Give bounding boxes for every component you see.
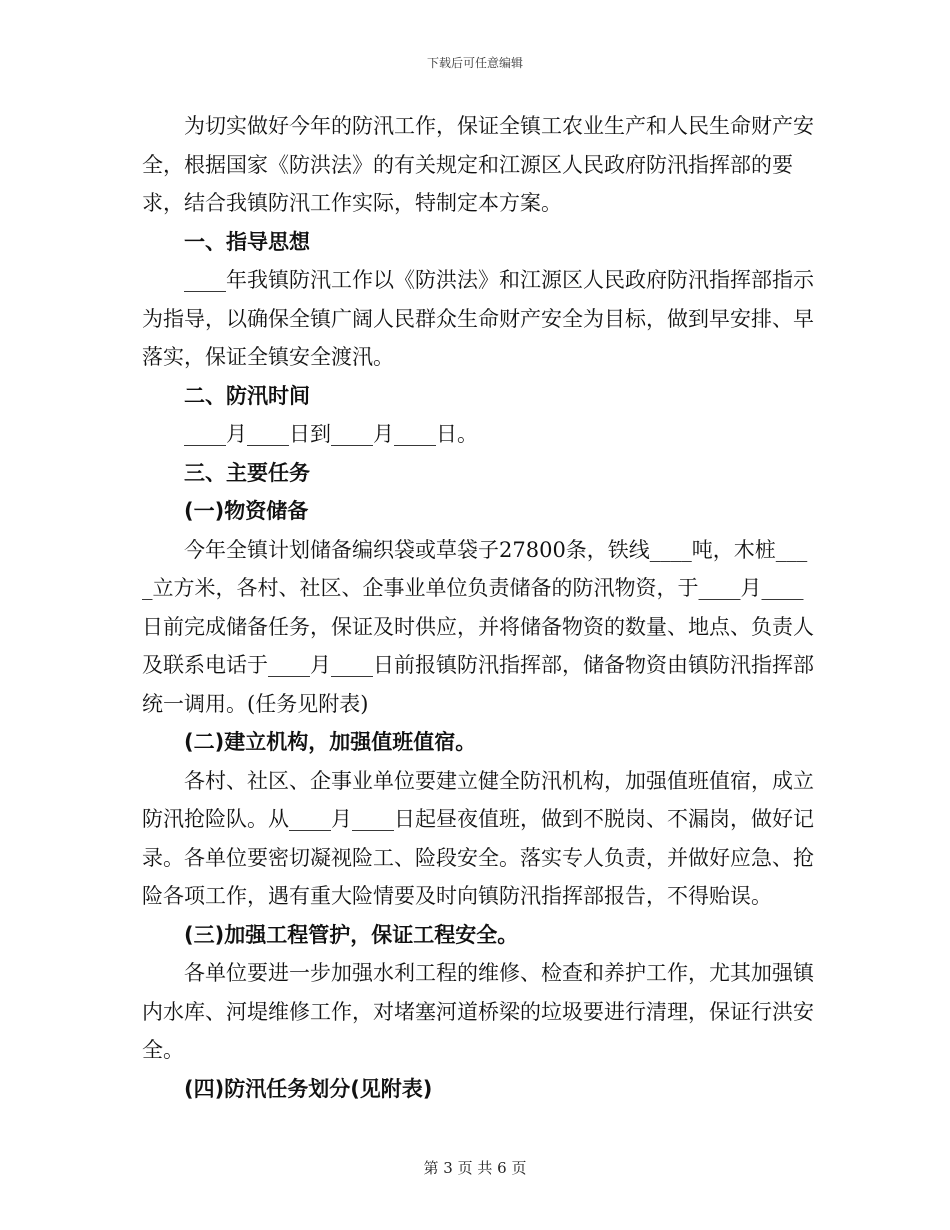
subsection-heading-materials: (一)物资储备 bbox=[184, 499, 309, 523]
page-number: 第 3 页 共 6 页 bbox=[423, 1159, 527, 1177]
subsection-heading-engineering: (三)加强工程管护，保证工程安全。 bbox=[184, 922, 519, 947]
guiding-ideology-paragraph: ____年我镇防汛工作以《防洪法》和江源区人民政府防汛指挥部指示为指导，以确保全镇广阔人民群众生命财产安全为目标，做到早安排、早落实，保证全镇安全渡汛。 bbox=[142, 268, 814, 369]
organization-paragraph: 各村、社区、企事业单位要建立健全防汛机构，加强值班值宿，成立防汛抢险队。从____月____日起昼夜值班，做到不脱岗、不漏岗，做好记录。各单位要密切凝视险工、险段安全。落实专人负责，并做好应急、抢险各项工作，遇有重大险情要及时向镇防汛指挥部报告，不得贻误。 bbox=[142, 768, 814, 908]
section-heading-flood-period: 二、防汛时间 bbox=[184, 383, 310, 408]
document-body bbox=[142, 107, 814, 1108]
flood-period-paragraph: ____月____日到____月____日。 bbox=[184, 422, 478, 446]
materials-paragraph: 今年全镇计划储备编织袋或草袋子27800条，铁线____吨，木桩____立方米，各村、社区、企事业单位负责储备的防汛物资，于____月____日前完成储备任务，保证及时供应，并将储备物资的数量、地点、负责人及联系电话于____月____日前报镇防汛指挥部，储备物资由镇防汛指挥部统一调用。(任务见附表) bbox=[142, 537, 814, 716]
section-heading-main-tasks: 三、主要任务 bbox=[184, 460, 310, 485]
section-heading-guiding-ideology: 一、指导思想 bbox=[184, 229, 310, 254]
intro-paragraph: 为切实做好今年的防汛工作，保证全镇工农业生产和人民生命财产安全，根据国家《防洪法》的有关规定和江源区人民政府防汛指挥部的要求，结合我镇防汛工作实际，特制定本方案。 bbox=[142, 114, 814, 215]
engineering-paragraph: 各单位要进一步加强水利工程的维修、检查和养护工作，尤其加强镇内水库、河堤维修工作，对堵塞河道桥梁的垃圾要进行清理，保证行洪安全。 bbox=[142, 961, 814, 1062]
subsection-heading-task-division: (四)防汛任务划分(见附表) bbox=[184, 1076, 433, 1101]
page-header-note: 下载后可任意编辑 bbox=[426, 56, 523, 70]
subsection-heading-organization: (二)建立机构，加强值班值宿。 bbox=[184, 730, 477, 754]
